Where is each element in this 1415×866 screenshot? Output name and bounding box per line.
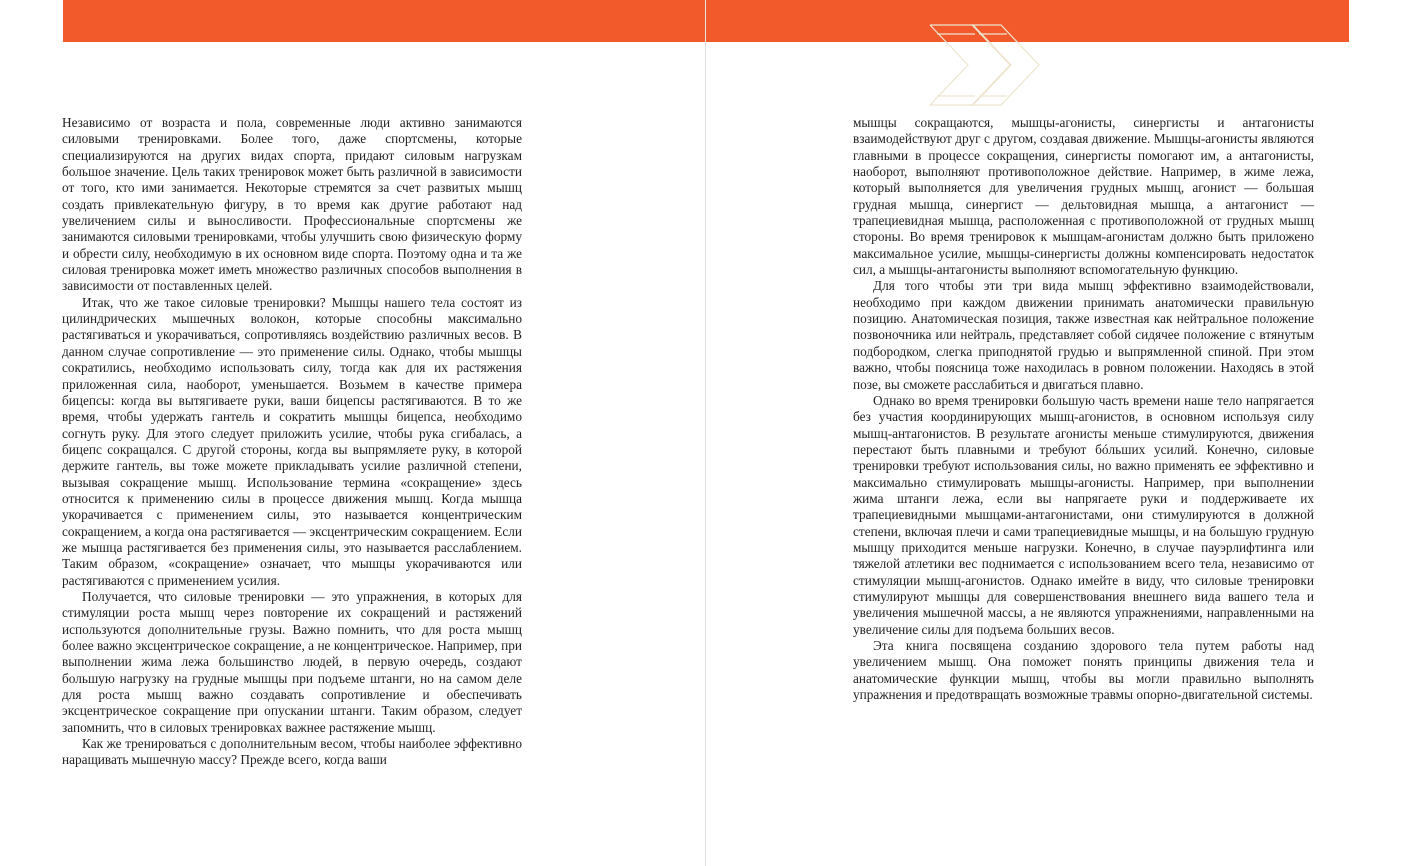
right-paragraph-2: Для того чтобы эти три вида мышц эффективно взаимодействовали, необходимо при каждом движении принимать анатомически правильную позицию. Анатомическая позиция, также известная как нейтральное положение позвоночника или нейтраль, представляет собой сидячее положение с втянутым подбородком, слегка приподнятой грудью и выпрямленной спиной. При этом важно, чтобы поясница тоже находилась в ровном положении. Находясь в этой позе, вы сможете расслабиться и двигаться плавно. xyxy=(853,278,1314,392)
left-header-bar xyxy=(63,0,705,42)
left-paragraph-4: Как же тренироваться с дополнительным весом, чтобы наиболее эффективно наращивать мышечную массу? Прежде всего, когда ваши xyxy=(62,736,522,768)
right-paragraph-3: Однако во время тренировки большую часть времени наше тело напрягается без участия координирующих мышц-агонистов, в основном используя силу мышц-антагонистов. В результате агонисты меньше стимулируются, движения перестают быть плавными и требуют бóльших усилий. Конечно, силовые тренировки требуют использования силы, но важно применять ее эффективно и максимально стимулировать мышцы-агонисты. Например, при выполнении жима штанги лежа, если вы напрягаете руки и поддерживаете их трапециевидными мышцами-антагонистами, они стимулируются в должной степени, включая плечи и сами трапециевидные мышцы, и на большую грудную мышцу приходится меньше нагрузки. Конечно, в случае пауэрлифтинга или тяжелой атлетики вес поднимается с использованием всего тела, независимо от стимуляции мышц-агонистов. Однако имейте в виду, что силовые тренировки стимулируют мышцы для совершенствования внешнего вида вашего тела и увеличения мышечной массы, а не являются упражнениями, направленными на увеличение силы для подъема больших весов. xyxy=(853,392,1314,637)
book-spine-divider xyxy=(705,0,706,866)
right-paragraph-4: Эта книга посвящена созданию здорового тела путем работы над увеличением мышц. Она поможет понять принципы движения тела и анатомические функции мышц, чтобы вы могли правильно выполнять упражнения и предотвращать возможные травмы опорно-двигательной системы. xyxy=(853,638,1314,703)
left-paragraph-3: Получается, что силовые тренировки — это упражнения, в которых для стимуляции роста мышц через повторение их сокращений и растяжений используются дополнительные грузы. Важно помнить, что для роста мышц более важно эксцентрическое сокращение, а не концентрическое. Например, при выполнении жима лежа большинство людей, в первую очередь, создают большую нагрузку на грудные мышцы при подъеме штанги, но на самом деле для роста мышц важно создавать сопротивление и обеспечивать эксцентрическое сокращение при опускании штанги. Таким образом, следует запомнить, что в силовых тренировках важнее растяжение мышц. xyxy=(62,588,522,735)
left-text-column xyxy=(62,115,522,769)
right-text-column xyxy=(853,115,1314,703)
double-chevron-right-icon xyxy=(925,24,1045,106)
right-paragraph-1: мышцы сокращаются, мышцы-агонисты, синергисты и антагонисты взаимодействуют друг с другом, создавая движение. Мышцы-агонисты являются главными в процессе сокращения, синергисты помогают им, а антагонисты, наоборот, выполняют противоположное действие. Например, в жиме лежа, который выполняется для увеличения грудных мышц, агонист — большая грудная мышца, синергист — дельтовидная мышца, а антагонист — трапециевидная мышца, расположенная с противоположной от грудных мышц стороны. Во время тренировок к мышцам-агонистам должно быть приложено максимальное усилие, мышцы-синергисты должны компенсировать недостаток сил, а мышцы-антагонисты выполняют вспомогательную функцию. xyxy=(853,115,1314,278)
left-paragraph-2: Итак, что же такое силовые тренировки? Мышцы нашего тела состоят из цилиндрических мышечных волокон, которые способны максимально растягиваться и укорачиваться, сопротивляясь воздействию различных весов. В данном случае сопротивление — это применение силы. Однако, чтобы мышцы сократились, необходимо использовать силу, тогда как для их растяжения приложенная сила, наоборот, уменьшается. Возьмем в качестве примера бицепсы: когда вы вытягиваете руки, ваши бицепсы растягиваются. В то же время, чтобы удержать гантель и сократить мышцы бицепса, необходимо согнуть руку. Для этого следует приложить усилие, чтобы рука сгибалась, а бицепс сокращался. С другой стороны, когда вы выпрямляете руку, в которой держите гантель, вы тоже можете прикладывать усилие различной степени, вызывая сокращение мышц. Использование термина «сокращение» здесь относится к применению силы в процессе движения мышц. Когда мышца укорачивается с применением силы, это называется концентрическим сокращением, а когда она растягивается — эксцентрическим сокращением. Если же мышца растягивается без применения силы, это называется расслаблением. Таким образом, «сокращение» означает, что мышцы укорачиваются или растягиваются с применением усилия. xyxy=(62,294,522,588)
left-paragraph-1: Независимо от возраста и пола, современные люди активно занимаются силовыми тренировками. Более того, даже спортсмены, которые специализируются на других видах спорта, придают силовым нагрузкам большое значение. Цель таких тренировок может быть различной в зависимости от того, кто ими занимается. Некоторые стремятся за счет развитых мышц создать привлекательную фигуру, в то время как другие работают над увеличением силы и выносливости. Профессиональные спортсмены же занимаются силовыми тренировками, чтобы улучшить свою физическую форму и обрести силу, необходимую в их основном виде спорта. Поэтому одна и та же силовая тренировка может иметь множество различных способов выполнения в зависимости от поставленных целей. xyxy=(62,115,522,294)
